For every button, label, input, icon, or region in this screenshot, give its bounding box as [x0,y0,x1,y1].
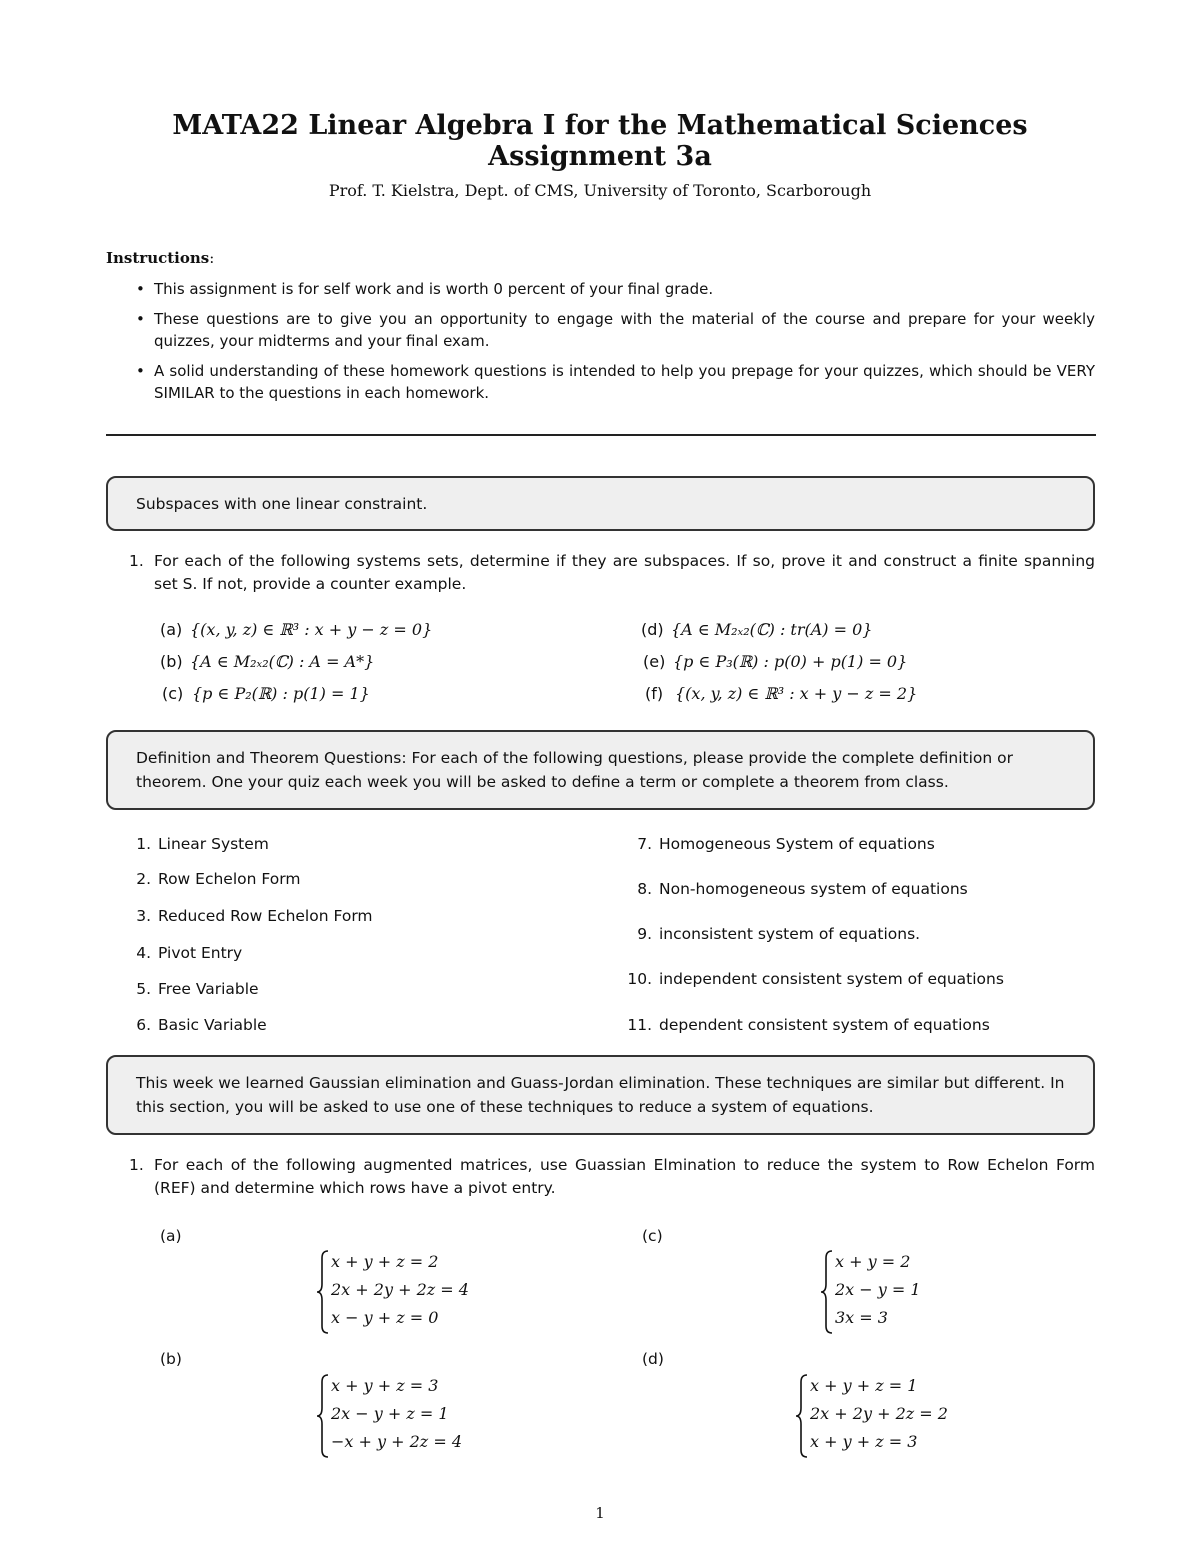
question-text: For each of the following systems sets, determine if they are subspaces. If so, prove it and construct a finite spanning set S. If not, provide a counter example. [154,552,1095,593]
definition-item [127,980,259,998]
subspace-part-a [160,620,432,639]
item-number: 9. [637,925,652,943]
equation: −x + y + 2z = 4 [331,1432,462,1451]
equation: x + y + z = 3 [331,1376,439,1395]
question-number: 1. [129,1156,144,1174]
horizontal-rule [106,434,1096,436]
instructions-heading [106,249,214,267]
item-number: 2. [136,870,151,888]
equation: x + y + z = 1 [810,1376,918,1395]
section-box-elimination: This week we learned Gaussian elimination and Guass-Jordan elimination. These techniques are similar but different. In this section, you will be asked to use one of these techniques to reduce a system of equations. [106,1055,1095,1135]
part-expression: {A ∈ M₂ₓ₂(ℂ) : A = A*} [190,652,375,671]
item-text: dependent consistent system of equations [659,1016,990,1034]
part-expression: {(x, y, z) ∈ ℝ³ : x + y − z = 2} [675,684,918,703]
subspace-part-b [160,652,374,671]
system-label-a: (a) [160,1227,182,1245]
instruction-item: • A solid understanding of these homework questions is intended to help you prepage for your quizzes, which should be VERY SIMILAR to the questions in each homework. [133,360,1095,404]
item-text: Basic Variable [158,1016,267,1034]
equation-system-d [795,1372,948,1456]
part-expression: {A ∈ M₂ₓ₂(ℂ) : tr(A) = 0} [671,620,873,639]
definition-item [621,1016,990,1034]
instructions-list [133,278,1095,412]
page-number: 1 [595,1504,605,1522]
part-label: (e) [643,652,666,671]
definition-item [621,925,920,943]
equation: x + y + z = 2 [331,1252,439,1271]
equation: 2x − y = 1 [835,1280,921,1299]
item-number: 1. [136,835,151,853]
equation: x + y = 2 [835,1252,911,1271]
equation-system-a [316,1248,469,1332]
definition-item [127,907,373,925]
item-number: 5. [136,980,151,998]
item-text: Reduced Row Echelon Form [158,907,373,925]
item-number: 8. [637,880,652,898]
item-text: Non-homogeneous system of equations [659,880,968,898]
equation: 2x − y + z = 1 [331,1404,449,1423]
question-number: 1. [129,552,144,570]
left-brace-icon [820,1250,834,1334]
part-label: (c) [162,684,184,703]
item-number: 10. [627,970,652,988]
instruction-item: • This assignment is for self work and is worth 0 percent of your final grade. [133,278,1095,300]
part-label: (f) [645,684,664,703]
instruction-item: • These questions are to give you an opportunity to engage with the material of the course and prepare for your weekly quizzes, your midterms and your final exam. [133,308,1095,352]
item-number: 11. [627,1016,652,1034]
item-text: Pivot Entry [158,944,243,962]
definition-item [127,870,300,888]
course-title: MATA22 Linear Algebra I for the Mathematical Sciences [172,110,1028,141]
item-text: Linear System [158,835,269,853]
part-label: (d) [641,620,664,639]
subspace-part-f [645,684,917,703]
section-box-definitions: Definition and Theorem Questions: For each of the following questions, please provide the complete definition or theorem. One your quiz each week you will be asked to define a term or complete a theorem from class. [106,730,1095,810]
question-elimination [127,1154,1095,1200]
instructions-colon: : [209,249,215,267]
item-text: inconsistent system of equations. [659,925,921,943]
system-label-c: (c) [642,1227,663,1245]
equation: 2x + 2y + 2z = 4 [331,1280,469,1299]
item-number: 6. [136,1016,151,1034]
item-number: 3. [136,907,151,925]
author-line: Prof. T. Kielstra, Dept. of CMS, University of Toronto, Scarborough [328,181,872,200]
item-text: Free Variable [158,980,259,998]
subspace-part-d [641,620,872,639]
equation-system-c [820,1248,921,1332]
definition-item [127,944,242,962]
equation: 3x = 3 [835,1308,888,1327]
equation: x − y + z = 0 [331,1308,439,1327]
part-label: (a) [160,620,183,639]
subspace-part-c [162,684,370,703]
definition-item [621,835,935,853]
part-expression: {p ∈ P₃(ℝ) : p(0) + p(1) = 0} [673,652,908,671]
equation-system-b [316,1372,462,1456]
system-label-d: (d) [642,1350,664,1368]
item-number: 4. [136,944,151,962]
question-text: For each of the following augmented matrices, use Guassian Elmination to reduce the system to Row Echelon Form (REF) and determine which rows have a pivot entry. [154,1156,1095,1197]
part-expression: {p ∈ P₂(ℝ) : p(1) = 1} [192,684,370,703]
definition-item [621,880,968,898]
instructions-heading-text: Instructions [106,249,210,267]
equation: x + y + z = 3 [810,1432,918,1451]
part-label: (b) [160,652,183,671]
system-label-b: (b) [160,1350,182,1368]
definition-item [127,1016,267,1034]
equation: 2x + 2y + 2z = 2 [810,1404,948,1423]
assignment-title: Assignment 3a [488,141,712,172]
item-number: 7. [637,835,652,853]
item-text: independent consistent system of equations [659,970,1004,988]
left-brace-icon [795,1374,809,1458]
left-brace-icon [316,1250,330,1334]
subspace-part-e [643,652,907,671]
left-brace-icon [316,1374,330,1458]
section-box-subspaces: Subspaces with one linear constraint. [106,476,1095,531]
part-expression: {(x, y, z) ∈ ℝ³ : x + y − z = 0} [190,620,433,639]
definition-item [127,835,269,853]
question-subspaces [127,550,1095,596]
definition-item [621,970,1004,988]
item-text: Homogeneous System of equations [659,835,935,853]
item-text: Row Echelon Form [158,870,301,888]
